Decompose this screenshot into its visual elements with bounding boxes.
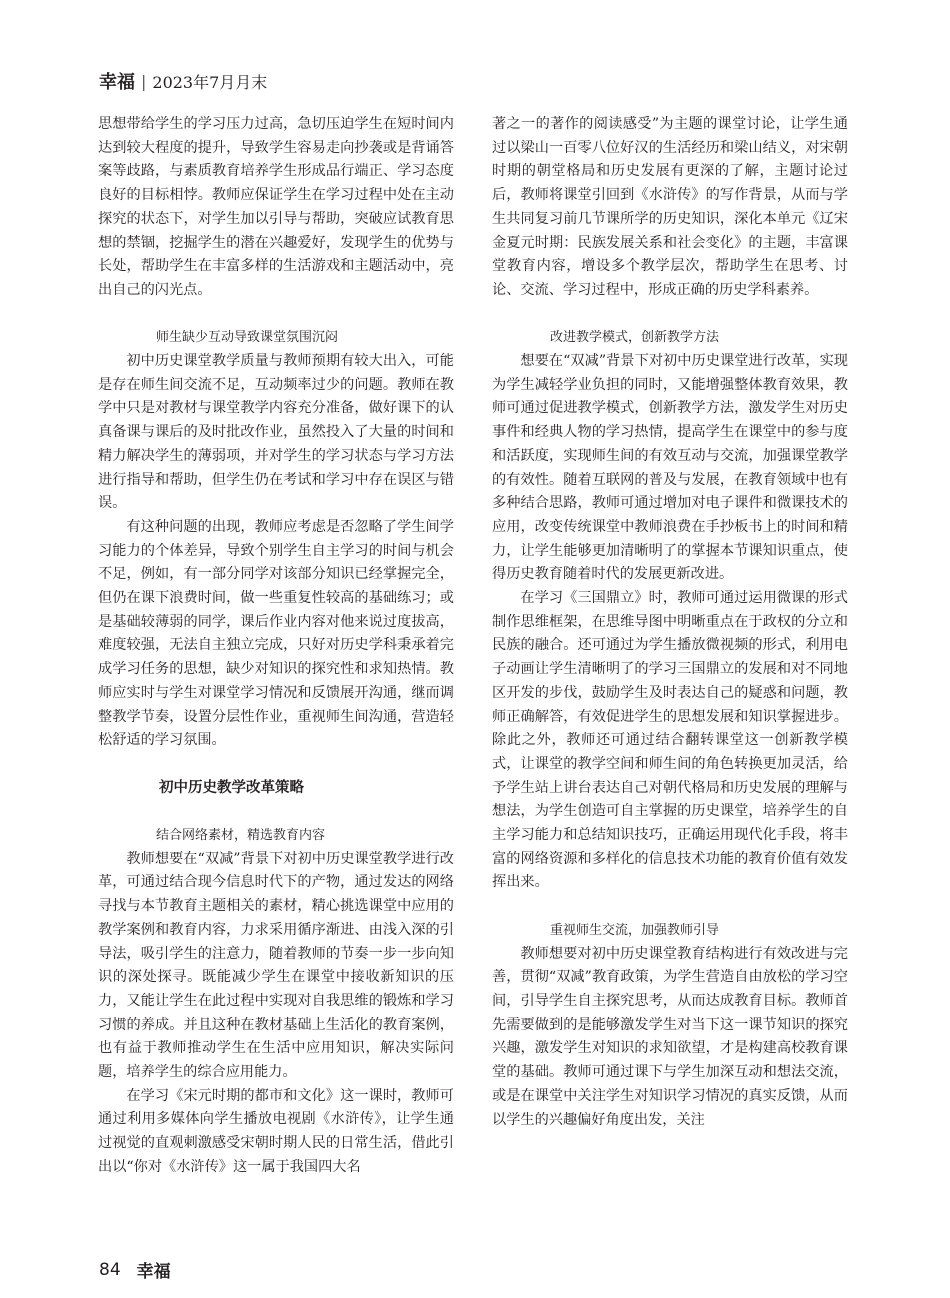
right-column	[492, 113, 848, 1132]
paragraph: 著之一的著作的阅读感受”为主题的课堂讨论，让学生通过以梁山一百零八位好汉的生活经历和梁山结义，对宋朝时期的朝堂格局和历史发展有更深的了解，主题讨论过后，教师将课堂引回到《水浒传》的写作背景，从而与学生共同复习前几节课所学的历史知识，深化本单元《辽宋金夏元时期：民族发展关系和社会变化》的主题，丰富课堂教育内容，增设多个教学层次，帮助学生在思考、讨论、交流、学习过程中，形成正确的历史学科素养。	[492, 116, 848, 298]
page-footer	[99, 1257, 171, 1282]
subheading: 改进教学模式，创新教学方法	[550, 330, 720, 346]
running-header	[99, 64, 267, 98]
paragraph: 思想带给学生的学习压力过高，急切压迫学生在短时间内达到较大程度的提升，导致学生容易走向抄袭或是背诵答案等歧路，与素质教育培养学生形成品行端正、学习态度良好的目标相悖。教师应保证学生在学习过程中处在主动探究的状态下，对学生加以引导与帮助，突破应试教育思想的禁锢，挖掘学生的潜在兴趣爱好，发现学生的优势与长处，帮助学生在丰富多样的生活游戏和主题活动中，亮出自己的闪光点。	[98, 116, 454, 298]
subheading: 重视师生交流，加强教师引导	[550, 922, 720, 938]
paragraph: 有这种问题的出现，教师应考虑是否忽略了学生间学习能力的个体差异，导致个别学生自主学习的时间与机会不足，例如，有一部分同学对该部分知识已经掌握完全，但仍在课下浪费时间，做一些重复性较高的基础练习；或是基础较薄弱的同学，课后作业内容对他来说过度拔高，难度较强，无法自主独立完成，只好对历史学科秉承着完成学习任务的思想，缺少对知识的探究性和求知热情。教师应实时与学生对课堂学习情况和反馈展开沟通，继而调整教学节奏，设置分层性作业，重视师生间沟通，营造轻松舒适的学习氛围。	[98, 518, 454, 749]
magazine-name: 幸福	[99, 72, 135, 93]
footer-magazine-name: 幸福	[136, 1262, 171, 1282]
subheading: 结合网络素材，精选教育内容	[156, 828, 326, 844]
paragraph: 教师想要对初中历史课堂教育结构进行有效改进与完善，贯彻“双减”教育政策，为学生营造自由放松的学习空间，引导学生自主探究思考，从而达成教育目标。教师首先需要做到的是能够激发学生对当下这一课节知识的探究兴趣，激发学生对知识的求知欲望，才是构建高校教育课堂的基础。教师可通过课下与学生加深互动和想法交流，或是在课堂中关注学生对知识学习情况的真实反馈，从而以学生的兴趣偏好角度出发，关注	[492, 945, 848, 1128]
subheading: 师生缺少互动导致课堂氛围沉闷	[156, 330, 339, 346]
page-number: 84	[99, 1259, 121, 1280]
paragraph: 在学习《三国鼎立》时，教师可通过运用微课的形式制作思维框架，在思维导图中明晰重点在于政权的分立和民族的融合。还可通过为学生播放微视频的形式，利用电子动画让学生清晰明了的学习三国鼎立的发展和对不同地区开发的步伐，鼓励学生及时表达自己的疑惑和问题，教师正确解答，有效促进学生的思想发展和知识掌握进步。除此之外，教师还可通过结合翻转课堂这一创新教学模式，让课堂的教学空间和师生间的角色转换更加灵活，给予学生站上讲台表达自己对朝代格局和历史发展的理解与想法，为学生创造可自主掌握的历史课堂，培养学生的自主学习能力和总结知识技巧，正确运用现代化手段，将丰富的网络资源和多样化的信息技术功能的教育价值有效发挥出来。	[492, 590, 848, 891]
paragraph: 教师想要在“双减”背景下对初中历史课堂教学进行改革，可通过结合现今信息时代下的产物，通过发达的网络寻找与本节教育主题相关的素材，精心挑选课堂中应用的教学案例和教育内容，力求采用循序渐进、由浅入深的引导法，吸引学生的注意力，随着教师的节奏一步一步向知识的深处探寻。既能减少学生在课堂中接收新知识的压力，又能让学生在此过程中实现对自我思维的锻炼和学习习惯的养成。并且这种在教材基础上生活化的教育案例，也有益于教师推动学生在生活中应用知识，解决实际问题，培养学生的综合应用能力。	[98, 850, 454, 1081]
paragraph: 想要在“双减”背景下对初中历史课堂进行改革，实现为学生减轻学业负担的同时，又能增强整体教育效果，教师可通过促进教学模式，创新教学方法，激发学生对历史事件和经典人物的学习热情，提高学生在课堂中的参与度和活跃度，实现师生间的有效互动与交流，加强课堂教学的有效性。随着互联网的普及与发展，在教育领域中也有多种结合思路，教师可通过增加对电子课件和微课技术的应用，改变传统课堂中教师浪费在手抄板书上的时间和精力，让学生能够更加清晰明了的掌握本节课知识重点，使得历史教育随着时代的发展更新改进。	[492, 353, 848, 583]
left-column	[98, 113, 454, 1180]
issue-date: 2023年7月月末	[152, 72, 268, 92]
header-separator: |	[141, 71, 147, 91]
paragraph: 初中历史课堂教学质量与教师预期有较大出入，可能是存在师生间交流不足，互动频率过少的问题。教师在教学中只是对教材与课堂教学内容充分准备，做好课下的认真备课与课后的及时批改作业，虽然投入了大量的时间和精力解决学生的薄弱项，并对学生的学习状态与学习方法进行指导和帮助，但学生仍在考试和学习中存在误区与错误。	[98, 353, 454, 512]
section-heading: 初中历史教学改革策略	[159, 779, 304, 796]
paragraph: 在学习《宋元时期的都市和文化》这一课时，教师可通过利用多媒体向学生播放电视剧《水浒传》，让学生通过视觉的直观刺激感受宋朝时期人民的日常生活，借此引出以“你对《水浒传》这一属于我国四大名	[98, 1087, 454, 1175]
